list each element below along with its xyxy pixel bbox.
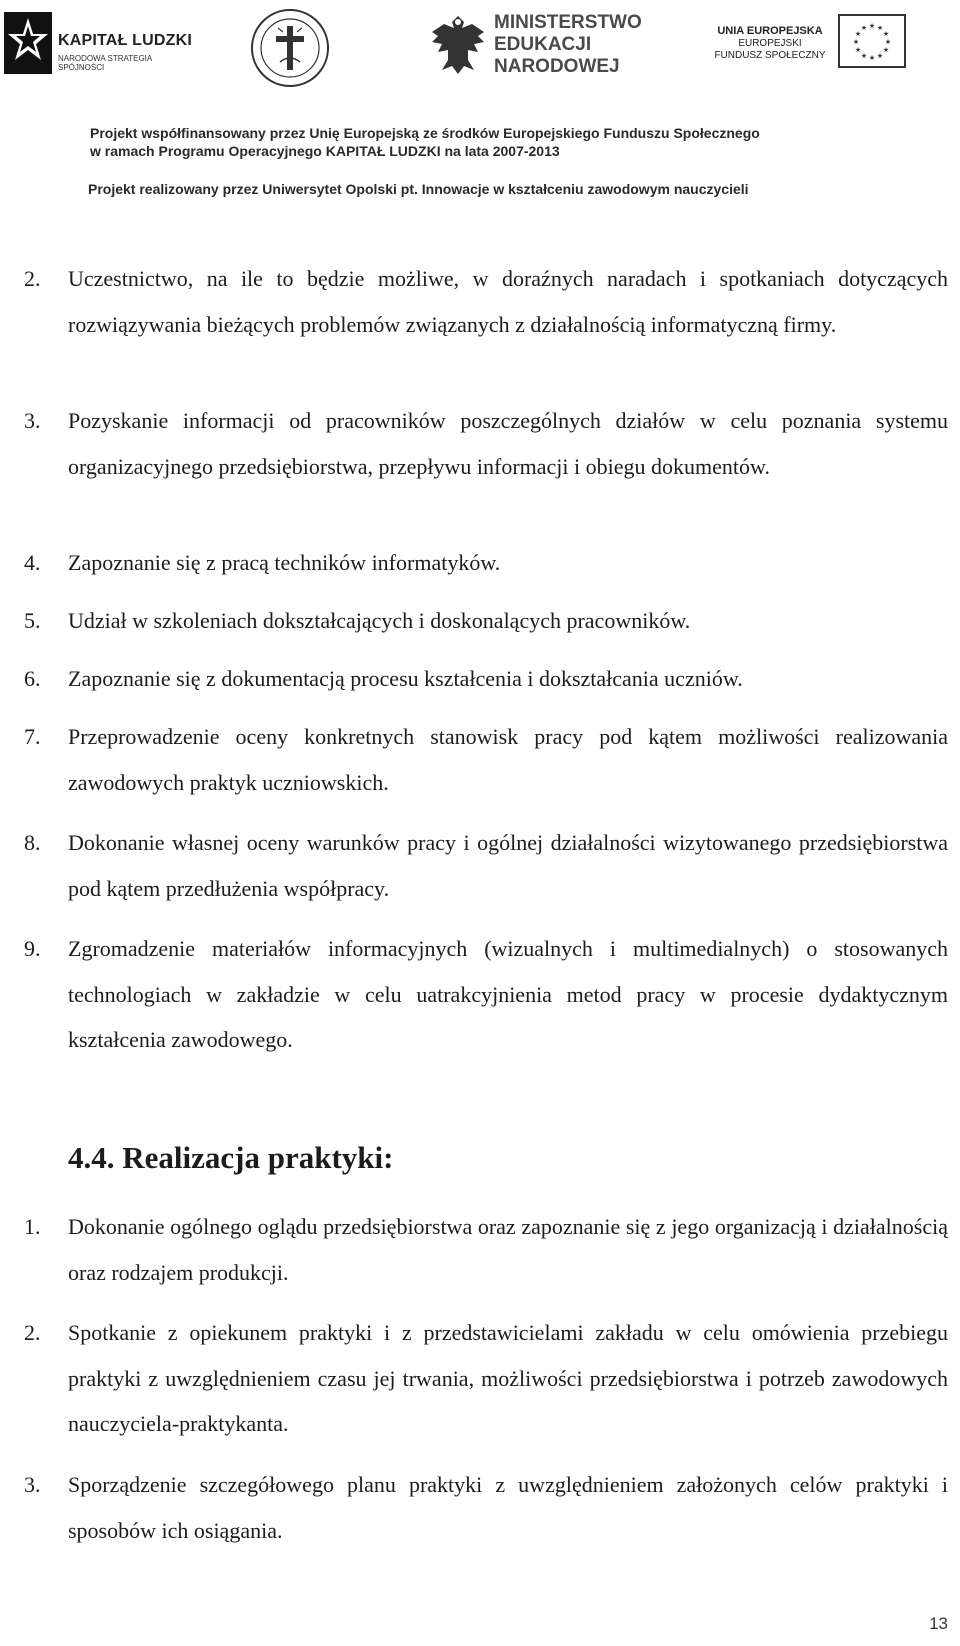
list-item-number: 1. — [24, 1214, 41, 1239]
list-item-number: 8. — [24, 830, 41, 855]
list-item-number: 5. — [24, 608, 41, 633]
svg-text:★: ★ — [860, 24, 868, 32]
list-item-text: Uczestnictwo, na ile to będzie możliwe, w doraźnych naradach i spotkaniach dotyczących rozwiązywania bieżących problemów związanych z działalnością informatyczną firmy. — [68, 266, 948, 337]
svg-text:★: ★ — [852, 38, 860, 46]
list-item-number: 7. — [24, 724, 41, 749]
eu-flag-icon — [838, 14, 906, 68]
ministry-line3: NARODOWEJ — [494, 56, 620, 77]
project-line2: w ramach Programu Operacyjnego KAPITAŁ LUDZKI na lata 2007-2013 — [90, 143, 560, 159]
list-item-number: 2. — [24, 1320, 41, 1345]
svg-text:★: ★ — [882, 46, 890, 54]
page-number: 13 — [929, 1614, 948, 1633]
list-item-text: Spotkanie z opiekunem praktyki i z przedstawicielami zakładu w celu omówienia przebiegu praktyki z uwzględnieniem czasu jej trwania, możliwości przedsiębiorstwa i potrzeb zawodowych nauczyciela-praktykanta. — [68, 1320, 948, 1436]
svg-text:★: ★ — [884, 38, 892, 46]
eu-line3: FUNDUSZ SPOŁECZNY — [714, 50, 826, 61]
svg-text:★: ★ — [876, 24, 884, 32]
european-union-logo — [706, 14, 910, 74]
svg-text:★: ★ — [876, 52, 884, 60]
project-line3: Projekt realizowany przez Uniwersytet Opolski pt. Innowacje w kształceniu zawodowym nauczycieli — [88, 181, 749, 197]
list-item-text: Pozyskanie informacji od pracowników poszczególnych działów w celu poznania systemu organizacyjnego przedsiębiorstwa, przepływu informacji i obiegu dokumentów. — [68, 408, 948, 479]
list-item-number: 2. — [24, 266, 41, 291]
project-cofinancing-note — [90, 124, 960, 160]
list-item-text: Przeprowadzenie oceny konkretnych stanowisk pracy pod kątem możliwości realizowania zawodowych praktyk uczniowskich. — [68, 724, 948, 795]
list-item-text: Sporządzenie szczegółowego planu praktyki z uwzględnieniem założonych celów praktyki i sposobów ich osiągania. — [68, 1472, 948, 1543]
list-item-number: 4. — [24, 550, 41, 575]
svg-text:★: ★ — [882, 30, 890, 38]
ministry-of-education-logo — [428, 10, 668, 86]
project-line1: Projekt współfinansowany przez Unię Europejską ze środków Europejskiego Funduszu Społecznego — [90, 125, 760, 141]
eagle-icon — [428, 12, 488, 78]
list-item-text: Zapoznanie się z pracą techników informatyków. — [68, 550, 501, 575]
university-seal — [250, 8, 330, 88]
list-item-text: Zapoznanie się z dokumentacją procesu kształcenia i dokształcania uczniów. — [68, 666, 743, 691]
university-seal-icon — [250, 8, 330, 88]
svg-text:★: ★ — [854, 46, 862, 54]
list-item-number: 6. — [24, 666, 41, 691]
svg-text:★: ★ — [868, 22, 876, 30]
list-item-text: Udział w szkoleniach dokształcających i doskonalących pracowników. — [68, 608, 691, 633]
list-item-text: Dokonanie własnej oceny warunków pracy i ogólnej działalności wizytowanego przedsiębiorstwa pod kątem przedłużenia współpracy. — [68, 830, 948, 901]
list-item-number: 3. — [24, 1472, 41, 1497]
eu-line2: EUROPEJSKI — [738, 38, 802, 49]
ministry-line1: MINISTERSTWO — [494, 12, 642, 33]
svg-text:★: ★ — [868, 54, 876, 62]
section-heading: 4.4. Realizacja praktyki: — [68, 1140, 394, 1175]
svg-text:★: ★ — [854, 30, 862, 38]
kapital-ludzki-logo — [4, 12, 194, 78]
kapital-ludzki-subtitle: NARODOWA STRATEGIA SPÓJNOŚCI — [58, 54, 152, 72]
eu-line1: UNIA EUROPEJSKA — [717, 25, 823, 37]
list-item-number: 9. — [24, 936, 41, 961]
list-item-text: Zgromadzenie materiałów informacyjnych (wizualnych i multimedialnych) o stosowanych technologiach w zakładzie w celu uatrakcyjnienia metod pracy w procesie dydaktycznym kształcenia zawodowego. — [68, 936, 948, 1052]
list-item-text: Dokonanie ogólnego oglądu przedsiębiorstwa oraz zapoznanie się z jego organizacją i działalnością oraz rodzajem produkcji. — [68, 1214, 948, 1285]
list-item-number: 3. — [24, 408, 41, 433]
svg-text:★: ★ — [860, 52, 868, 60]
ministry-line2: EDUKACJI — [494, 34, 592, 55]
kapital-ludzki-name: KAPITAŁ LUDZKI — [58, 32, 193, 49]
kapital-ludzki-star-icon — [4, 12, 52, 74]
